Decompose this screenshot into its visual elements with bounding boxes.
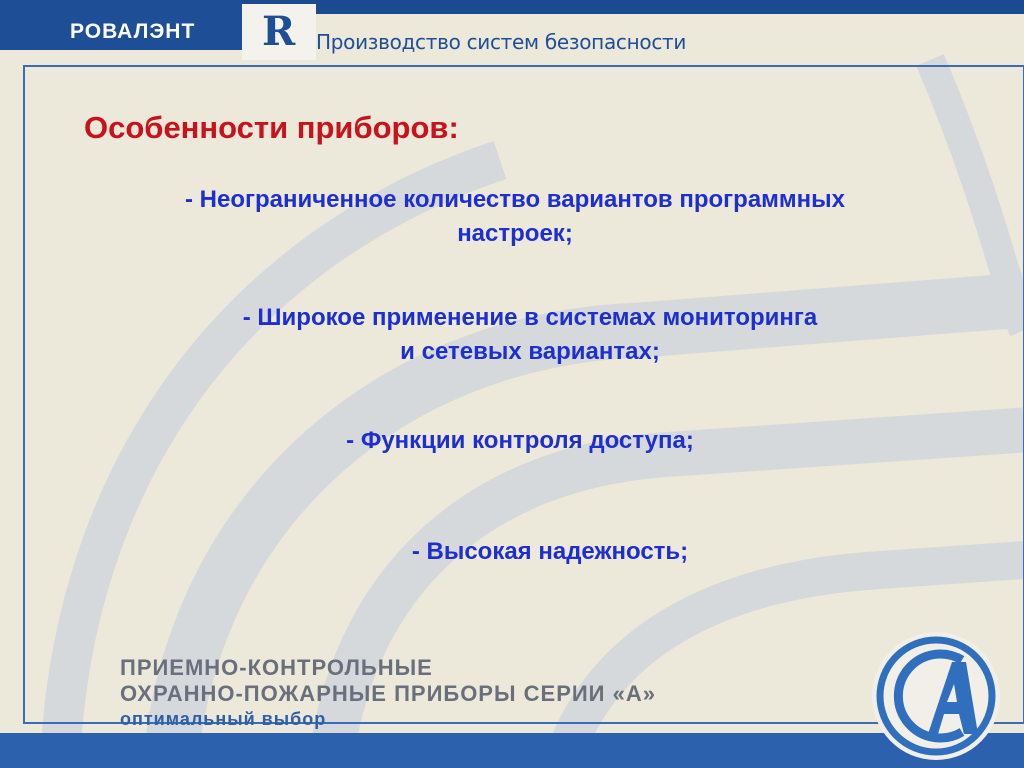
brand-box <box>0 0 242 50</box>
bullet-line: - Высокая надежность; <box>411 538 689 565</box>
footer-line-1: ПРИЕМНО-КОНТРОЛЬНЫЕ <box>120 655 433 680</box>
footer-slogan: оптимальный выбор <box>120 709 327 729</box>
bullet-access-control <box>200 424 840 458</box>
bullet-unlimited-settings <box>100 183 930 251</box>
bullet-line: - Неограниченное количество вариантов программных <box>184 186 846 213</box>
bullet-line: и сетевых вариантах; <box>400 338 660 365</box>
slide-title: Особенности приборов: <box>84 110 459 145</box>
bullet-monitoring <box>130 301 930 369</box>
footer-line-2: ОХРАННО-ПОЖАРНЫЕ ПРИБОРЫ СЕРИИ «А» <box>120 681 656 706</box>
bullet-line: - Функции контроля доступа; <box>346 427 694 454</box>
bullet-line: настроек; <box>457 220 573 247</box>
bullet-reliability <box>300 535 800 569</box>
bullet-line: - Широкое применение в системах мониторинга <box>242 304 818 331</box>
rovalent-logo-icon: R <box>262 8 296 55</box>
series-a-emblem-icon <box>866 626 1006 766</box>
brand-name: РОВАЛЭНТ <box>70 20 196 43</box>
header-tagline: Производство систем безопасности <box>316 30 687 54</box>
